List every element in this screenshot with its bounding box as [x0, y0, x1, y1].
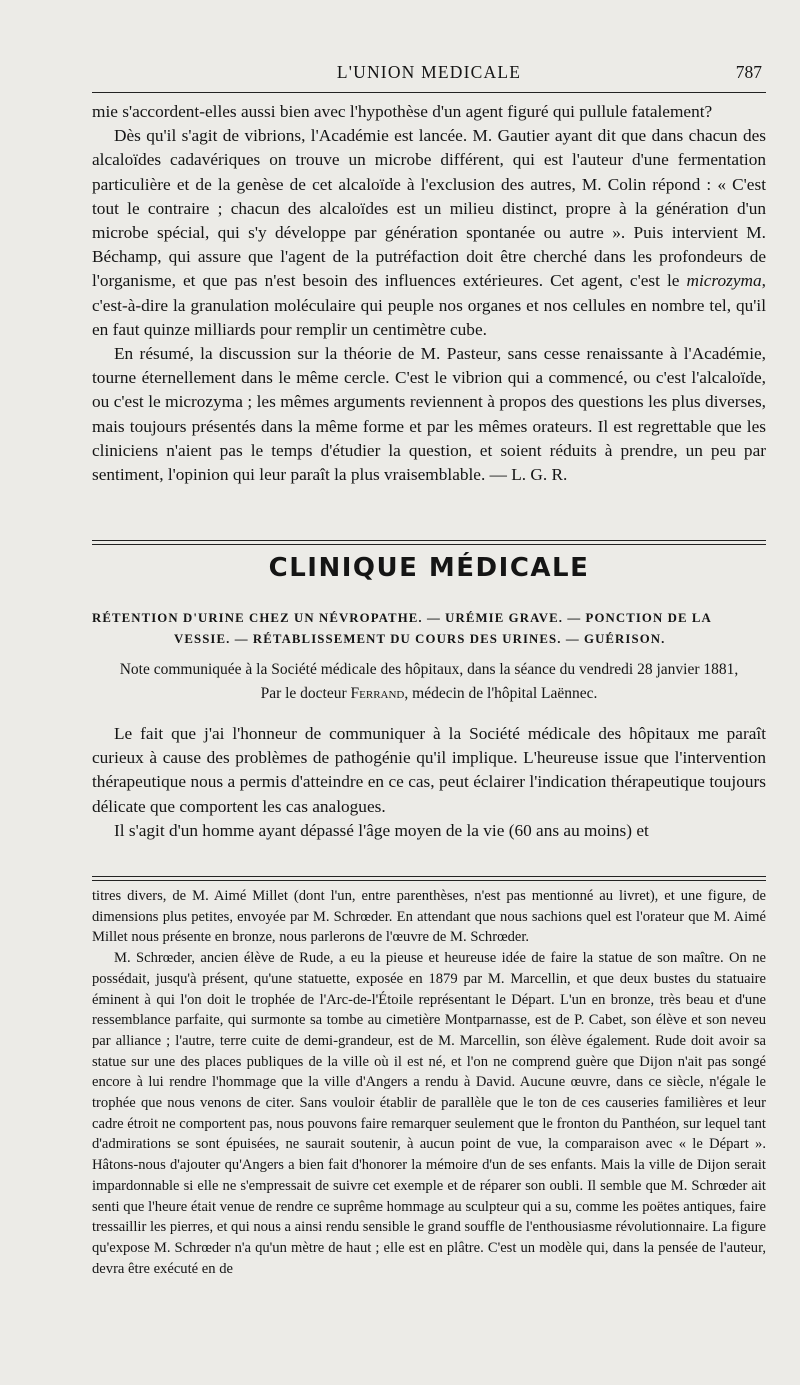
- author-name: Ferrand: [350, 685, 405, 702]
- feuilleton: [92, 886, 766, 1279]
- paragraph: [92, 124, 766, 342]
- subtitle-line: RÉTENTION D'URINE CHEZ UN NÉVROPATHE. — URÉMIE GRAVE. — PONCTION DE LA: [92, 611, 712, 625]
- article-continuation: [92, 100, 766, 487]
- paragraph: Il s'agit d'un homme ayant dépassé l'âge moyen de la vie (60 ans au moins) et: [114, 820, 649, 840]
- paragraph-text: Dès qu'il s'agit de vibrions, l'Académie est lancée. M. Gautier ayant dit que dans chacun des alcaloïdes cadavériques on trouve un microbe différent, qui est l'auteur d'une fermentation particulière et de la genèse de cet alcaloïde à l'exclusion des autres, M. Colin répond : « C'est tout le contraire ; chacun des alcaloïdes est un milieu distinct, propre à la génération d'un microbe spécial, qui s'y développe par génération spontanée ou autre ». Puis intervient M. Béchamp, qui assure que l'agent de la putréfaction doit être cherché dans les profondeurs de l'organisme, et que pas n'est besoin des influences extérieures. Cet agent, c'est le: [92, 126, 766, 291]
- header-rule: [92, 92, 766, 93]
- note-text: Par le docteur: [260, 685, 351, 702]
- section-title: CLINIQUE MÉDICALE: [268, 553, 590, 583]
- section-rule: [92, 540, 766, 545]
- paragraph: titres divers, de M. Aimé Millet (dont l'un, entre parenthèses, n'est pas mentionné au livret), et une figure, de dimensions plus petites, envoyée par M. Schrœder. En attendant que nous sachions quel est l'orateur que M. Aimé Millet nous présente en bronze, nous parlerons de l'œuvre de M. Schrœder.: [92, 888, 766, 946]
- feuilleton-rule: [92, 876, 766, 881]
- subtitle-line: VESSIE. — RÉTABLISSEMENT DU COURS DES URINES. — GUÉRISON.: [174, 632, 666, 646]
- paragraph: En résumé, la discussion sur la théorie de M. Pasteur, sans cesse renaissante à l'Académie, tourne éternellement dans le même cercle. C'est le vibrion qui a commencé, ou c'est l'alcaloïde, ou c'est le microzyma ; les mêmes arguments reviennent à propos des questions les plus diverses, mais toujours présentés dans la même forme et par les mêmes orateurs. Il est regrettable que les cliniciens n'aient pas le temps d'étudier la question, et soient réduits à prendre, un peu par sentiment, l'opinion qui leur paraît la plus vraisemblable. — L. G. R.: [92, 344, 766, 485]
- paragraph-text: , c'est-à-dire la granulation moléculaire qui peuple nos organes et nos cellules en nombre tel, qu'il en faut quinze milliards pour remplir un centimètre cube.: [92, 271, 766, 339]
- note-line: Note communiquée à la Société médicale des hôpitaux, dans la séance du vendredi 28 janvier 1881,: [119, 661, 739, 678]
- paragraph: Le fait que j'ai l'honneur de communiquer à la Société médicale des hôpitaux me paraît curieux à cause des problèmes de pathogénie qu'il implique. L'heureuse issue que l'intervention thérapeutique nous a permis d'atteindre en ce cas, peut éclairer l'indication thérapeutique toujours délicate que comportent les cas analogues.: [92, 724, 766, 816]
- running-title: L'UNION MEDICALE: [336, 62, 522, 82]
- note-line: [92, 682, 766, 706]
- paragraph: M. Schrœder, ancien élève de Rude, a eu la pieuse et heureuse idée de faire la statue de son maître. On ne possédait, jusqu'à présent, qu'une statuette, exposée en 1879 par M. Marcellin, et que deux bustes du statuaire éminent à qui l'on doit le trophée de l'Arc-de-l'Étoile représentant le Départ. L'un en bronze, très beau et d'une ressemblance parfaite, qui surmonte sa tombe au cimetière Montparnasse, est de P. Cabet, son élève et son neveu par alliance ; l'autre, terre cuite de demi-grandeur, est de M. Marcellin, son élève également. Rude doit avoir sa statue sur une des places publiques de la ville où il est né, et l'on ne comprend guère que Dijon n'ait pas songé encore à lui rendre l'hommage que la ville d'Angers a rendu à David. Aucune œuvre, dans ce siècle, n'égale le trophée que nous venons de citer. Sans vouloir établir de parallèle que le ton de ces causeries familières et leur cadre étroit ne comportent pas, nous pouvons faire remarquer seulement que le fronton du Panthéon, sur lequel tant d'admirations se sont épuisées, ne saurait soutenir, à aucun point de vue, la comparaison avec « le Départ ». Hâtons-nous d'ajouter qu'Angers a bien fait d'honorer la mémoire d'un de ses enfants. Mais la ville de Dijon serait impardonnable si elle ne s'empressait de suivre cet exemple et de réparer son oubli. Il semble que M. Schrœder ait senti que l'heure était venue de rendre ce suprême hommage au sculpteur qui a su, comme les poëtes antiques, faire tressaillir les pierres, et qui nous a ainsi rendu sensible le grand souffle de l'enthousiasme révolutionnaire. La figure qu'expose M. Schrœder n'a qu'un mètre de haut ; elle est en plâtre. C'est un modèle qui, dans la pensée de l'auteur, devra être exécuté en de: [92, 950, 766, 1277]
- note-text: , médecin de l'hôpital Laënnec.: [404, 685, 598, 702]
- page-number: 787: [735, 62, 762, 82]
- italic-term: microzyma: [686, 271, 762, 291]
- communication-note: [92, 658, 766, 706]
- running-header: [92, 58, 766, 88]
- article-subtitle: [92, 608, 766, 650]
- paragraph: mie s'accordent-elles aussi bien avec l'hypothèse d'un agent figuré qui pullule fatalement?: [92, 102, 713, 121]
- article-body: [92, 722, 766, 843]
